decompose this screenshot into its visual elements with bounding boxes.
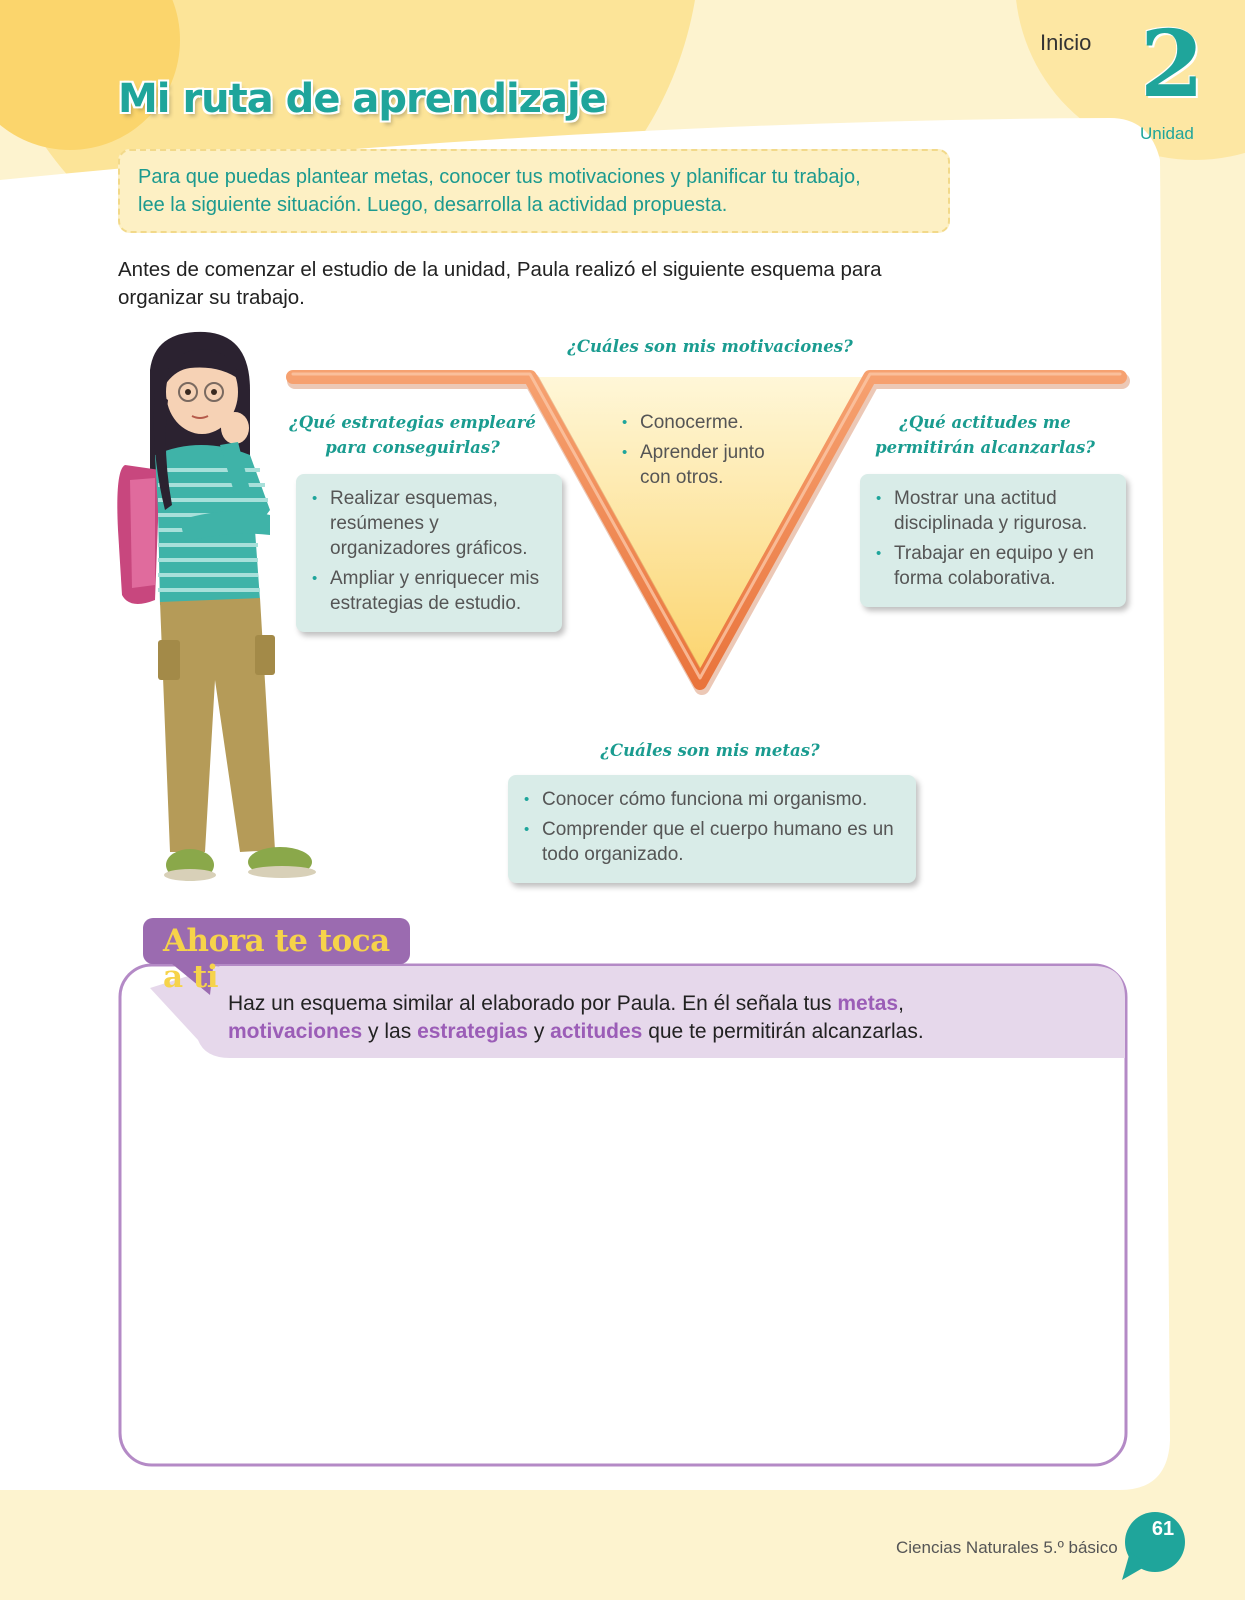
question-attitudes-line-2: permitirán alcanzarlas? [875, 438, 1095, 457]
list-item: • Aprender junto con otros. [620, 440, 790, 490]
intro-line-2: lee la siguiente situación. Luego, desarrolla la actividad propuesta. [138, 194, 728, 216]
activity-text-4: y [527, 1020, 551, 1043]
question-attitudes [860, 410, 1110, 460]
list-item: • Mostrar una actitud disciplinada y rigurosa. [874, 486, 1112, 536]
question-strategies-line-1: ¿Qué estrategias emplearé [289, 413, 536, 432]
goals-card [508, 775, 916, 883]
question-strategies [280, 410, 545, 460]
strategies-card [296, 474, 562, 632]
activity-text-3: y las [362, 1020, 418, 1043]
question-attitudes-line-1: ¿Qué actitudes me [899, 413, 1071, 432]
lead-line-1: Antes de comenzar el estudio de la unidad, Paula realizó el siguiente esquema para [118, 258, 882, 281]
page-number: 61 [1151, 1518, 1175, 1540]
activity-text-1: Haz un esquema similar al elaborado por Paula. En él señala tus [228, 992, 838, 1015]
activity-tab [143, 918, 410, 995]
list-item: • Realizar esquemas, resúmenes y organizadores gráficos. [310, 486, 548, 561]
activity-text-5: que te permitirán alcanzarlas. [642, 1020, 924, 1043]
lead-paragraph [118, 256, 978, 312]
list-item: • Conocer cómo funciona mi organismo. [522, 787, 902, 812]
unit-number: 2 [1140, 10, 1205, 118]
keyword-metas: metas [837, 992, 899, 1015]
question-motivations: ¿Cuáles son mis motivaciones? [567, 337, 853, 356]
attitudes-card [860, 474, 1126, 607]
list-item: • Ampliar y enriquecer mis estrategias de estudio. [310, 566, 548, 616]
keyword-estrategias: estrategias [417, 1020, 528, 1043]
list-item: • Conocerme. [620, 410, 790, 435]
motivations-list [620, 410, 790, 495]
book-title: Ciencias Naturales 5.º básico [896, 1538, 1118, 1557]
page-title: Mi ruta de aprendizaje [118, 76, 606, 122]
list-item: • Trabajar en equipo y en forma colaborativa. [874, 541, 1112, 591]
intro-box [118, 149, 950, 233]
lead-line-2: organizar su trabajo. [118, 286, 305, 309]
section-label: Inicio [1040, 30, 1092, 55]
list-item: • Comprender que el cuerpo humano es un todo organizado. [522, 817, 902, 867]
keyword-actitudes: actitudes [550, 1020, 643, 1043]
activity-instructions [228, 990, 1078, 1046]
unit-label: Unidad [1140, 124, 1194, 143]
question-strategies-line-2: para conseguirlas? [325, 438, 500, 457]
keyword-motivaciones: motivaciones [228, 1020, 363, 1043]
activity-text-2: , [898, 992, 904, 1015]
activity-tab-label: Ahora te toca a ti [163, 923, 390, 995]
intro-line-1: Para que puedas plantear metas, conocer tus motivaciones y planificar tu trabajo, [138, 166, 861, 188]
question-goals: ¿Cuáles son mis metas? [600, 741, 820, 760]
